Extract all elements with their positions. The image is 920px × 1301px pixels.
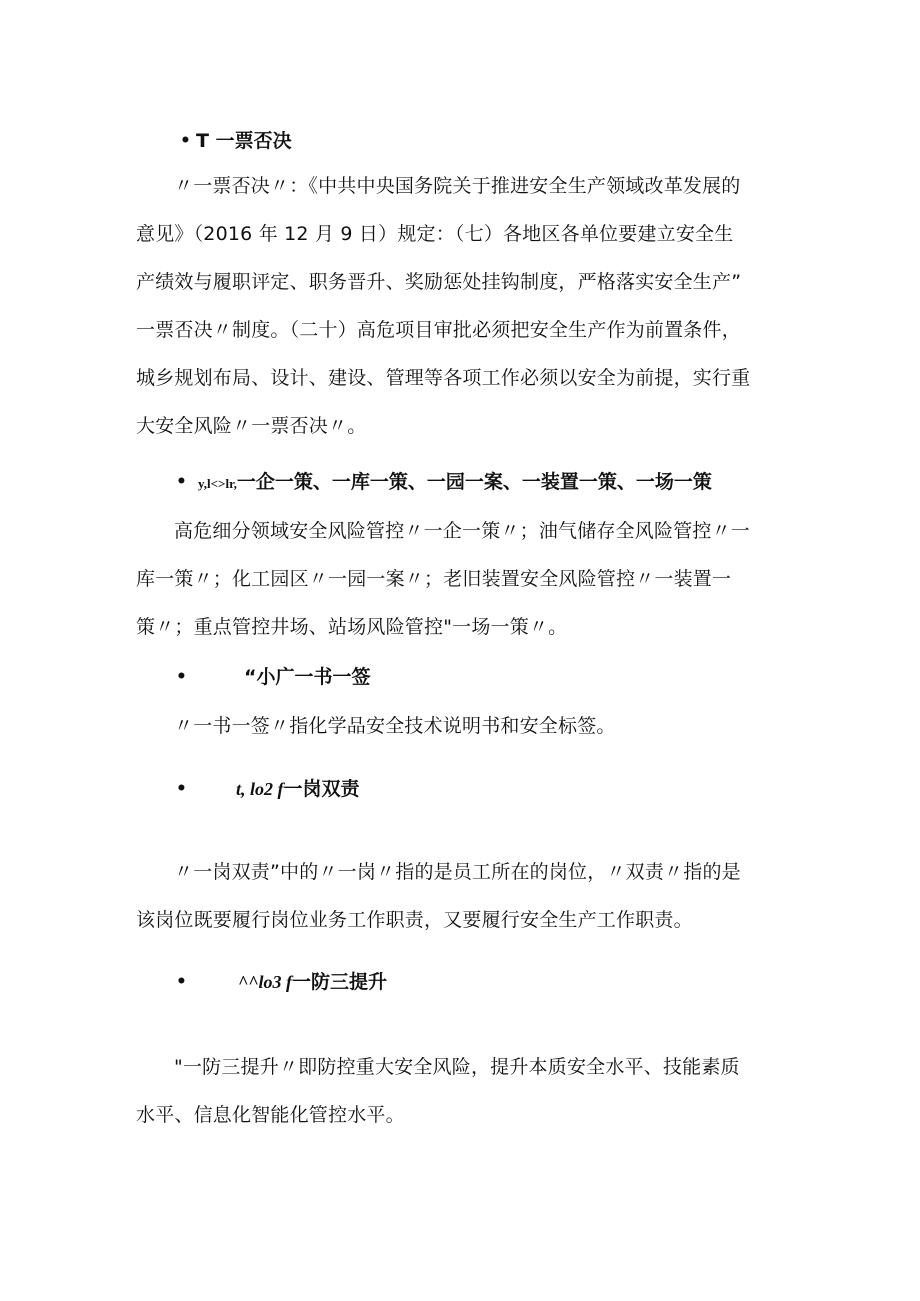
paragraph-line: 库一策〃；化工园区〃一园一案〃；老旧装置安全风险管控〃一装置一 (136, 568, 732, 590)
paragraph-line: 高危细分领域安全风险管控〃一企一策〃；油气储存全风险管控〃一 (174, 520, 751, 542)
heading-prefix: t, lo2 f (236, 779, 284, 799)
paragraph-line: 该岗位既要履行岗位业务工作职责，又要履行安全生产工作职责。 (136, 909, 693, 931)
paragraph-line: 城乡规划布局、设计、建设、管理等各项工作必须以安全为前提，实行重 (136, 367, 751, 389)
bullet-marker: • (176, 779, 187, 799)
paragraph-line: 大安全风险〃一票否决〃。 (136, 415, 367, 437)
section-paragraph-one-vote-veto (136, 162, 796, 450)
paragraph-line: 意见》（2016 年 12 月 9 日）规定：（七）各地区各单位要建立安全生 (136, 223, 734, 245)
heading-prefix: y,l<>lr, (198, 476, 237, 491)
paragraph-line: 〃一书一签〃指化学品安全技术说明书和安全标签。 (174, 715, 616, 737)
heading-text: 一企一策、一库一策、一园一案、一装置一策、一场一策 (236, 471, 712, 493)
section-heading-one-enterprise-one-policy (198, 470, 712, 496)
paragraph-line: 产绩效与履职评定、职务晋升、奖励惩处挂钩制度，严格落实安全生产” (136, 271, 742, 293)
section-heading-one-vote-veto (196, 129, 292, 153)
heading-text: 一岗双责 (283, 778, 360, 800)
section-heading-one-post-dual-duty (236, 777, 360, 801)
section-heading-one-prevent-three-improve (238, 970, 387, 994)
bullet-marker: • (176, 472, 187, 492)
heading-text: 一书一签 (294, 666, 371, 688)
paragraph-line: 策〃；重点管控井场、站场风险管控"一场一策〃。 (136, 616, 568, 638)
paragraph-line: 〃一岗双责”中的〃一岗〃指的是员工所在的岗位，〃双责〃指的是 (174, 861, 741, 883)
section-paragraph-one-post-dual-duty (136, 848, 796, 944)
bullet-marker: • (180, 131, 191, 151)
paragraph-line: 一票否决〃制度。（二十）高危项目审批必须把安全生产作为前置条件， (136, 319, 741, 341)
section-paragraph-one-book-one-label (136, 702, 796, 750)
bullet-marker: • (176, 972, 187, 992)
section-heading-one-book-one-label (244, 665, 371, 689)
heading-prefix: “小广 (244, 666, 295, 688)
heading-prefix: ^^lo3 f (238, 972, 293, 992)
bullet-marker: • (176, 667, 187, 687)
paragraph-line: 〃一票否决〃：《中共中央国务院关于推进安全生产领域改革发展的 (174, 175, 741, 197)
paragraph-line: "一防三提升〃即防控重大安全风险，提升本质安全水平、技能素质 (174, 1056, 740, 1078)
section-paragraph-one-enterprise-one-policy (136, 507, 796, 651)
section-paragraph-one-prevent-three-improve (136, 1043, 796, 1139)
heading-text: 一防三提升 (292, 971, 388, 993)
heading-prefix: T (196, 130, 209, 152)
paragraph-line: 水平、信息化智能化管控水平。 (136, 1104, 405, 1126)
heading-text: 一票否决 (215, 130, 292, 152)
